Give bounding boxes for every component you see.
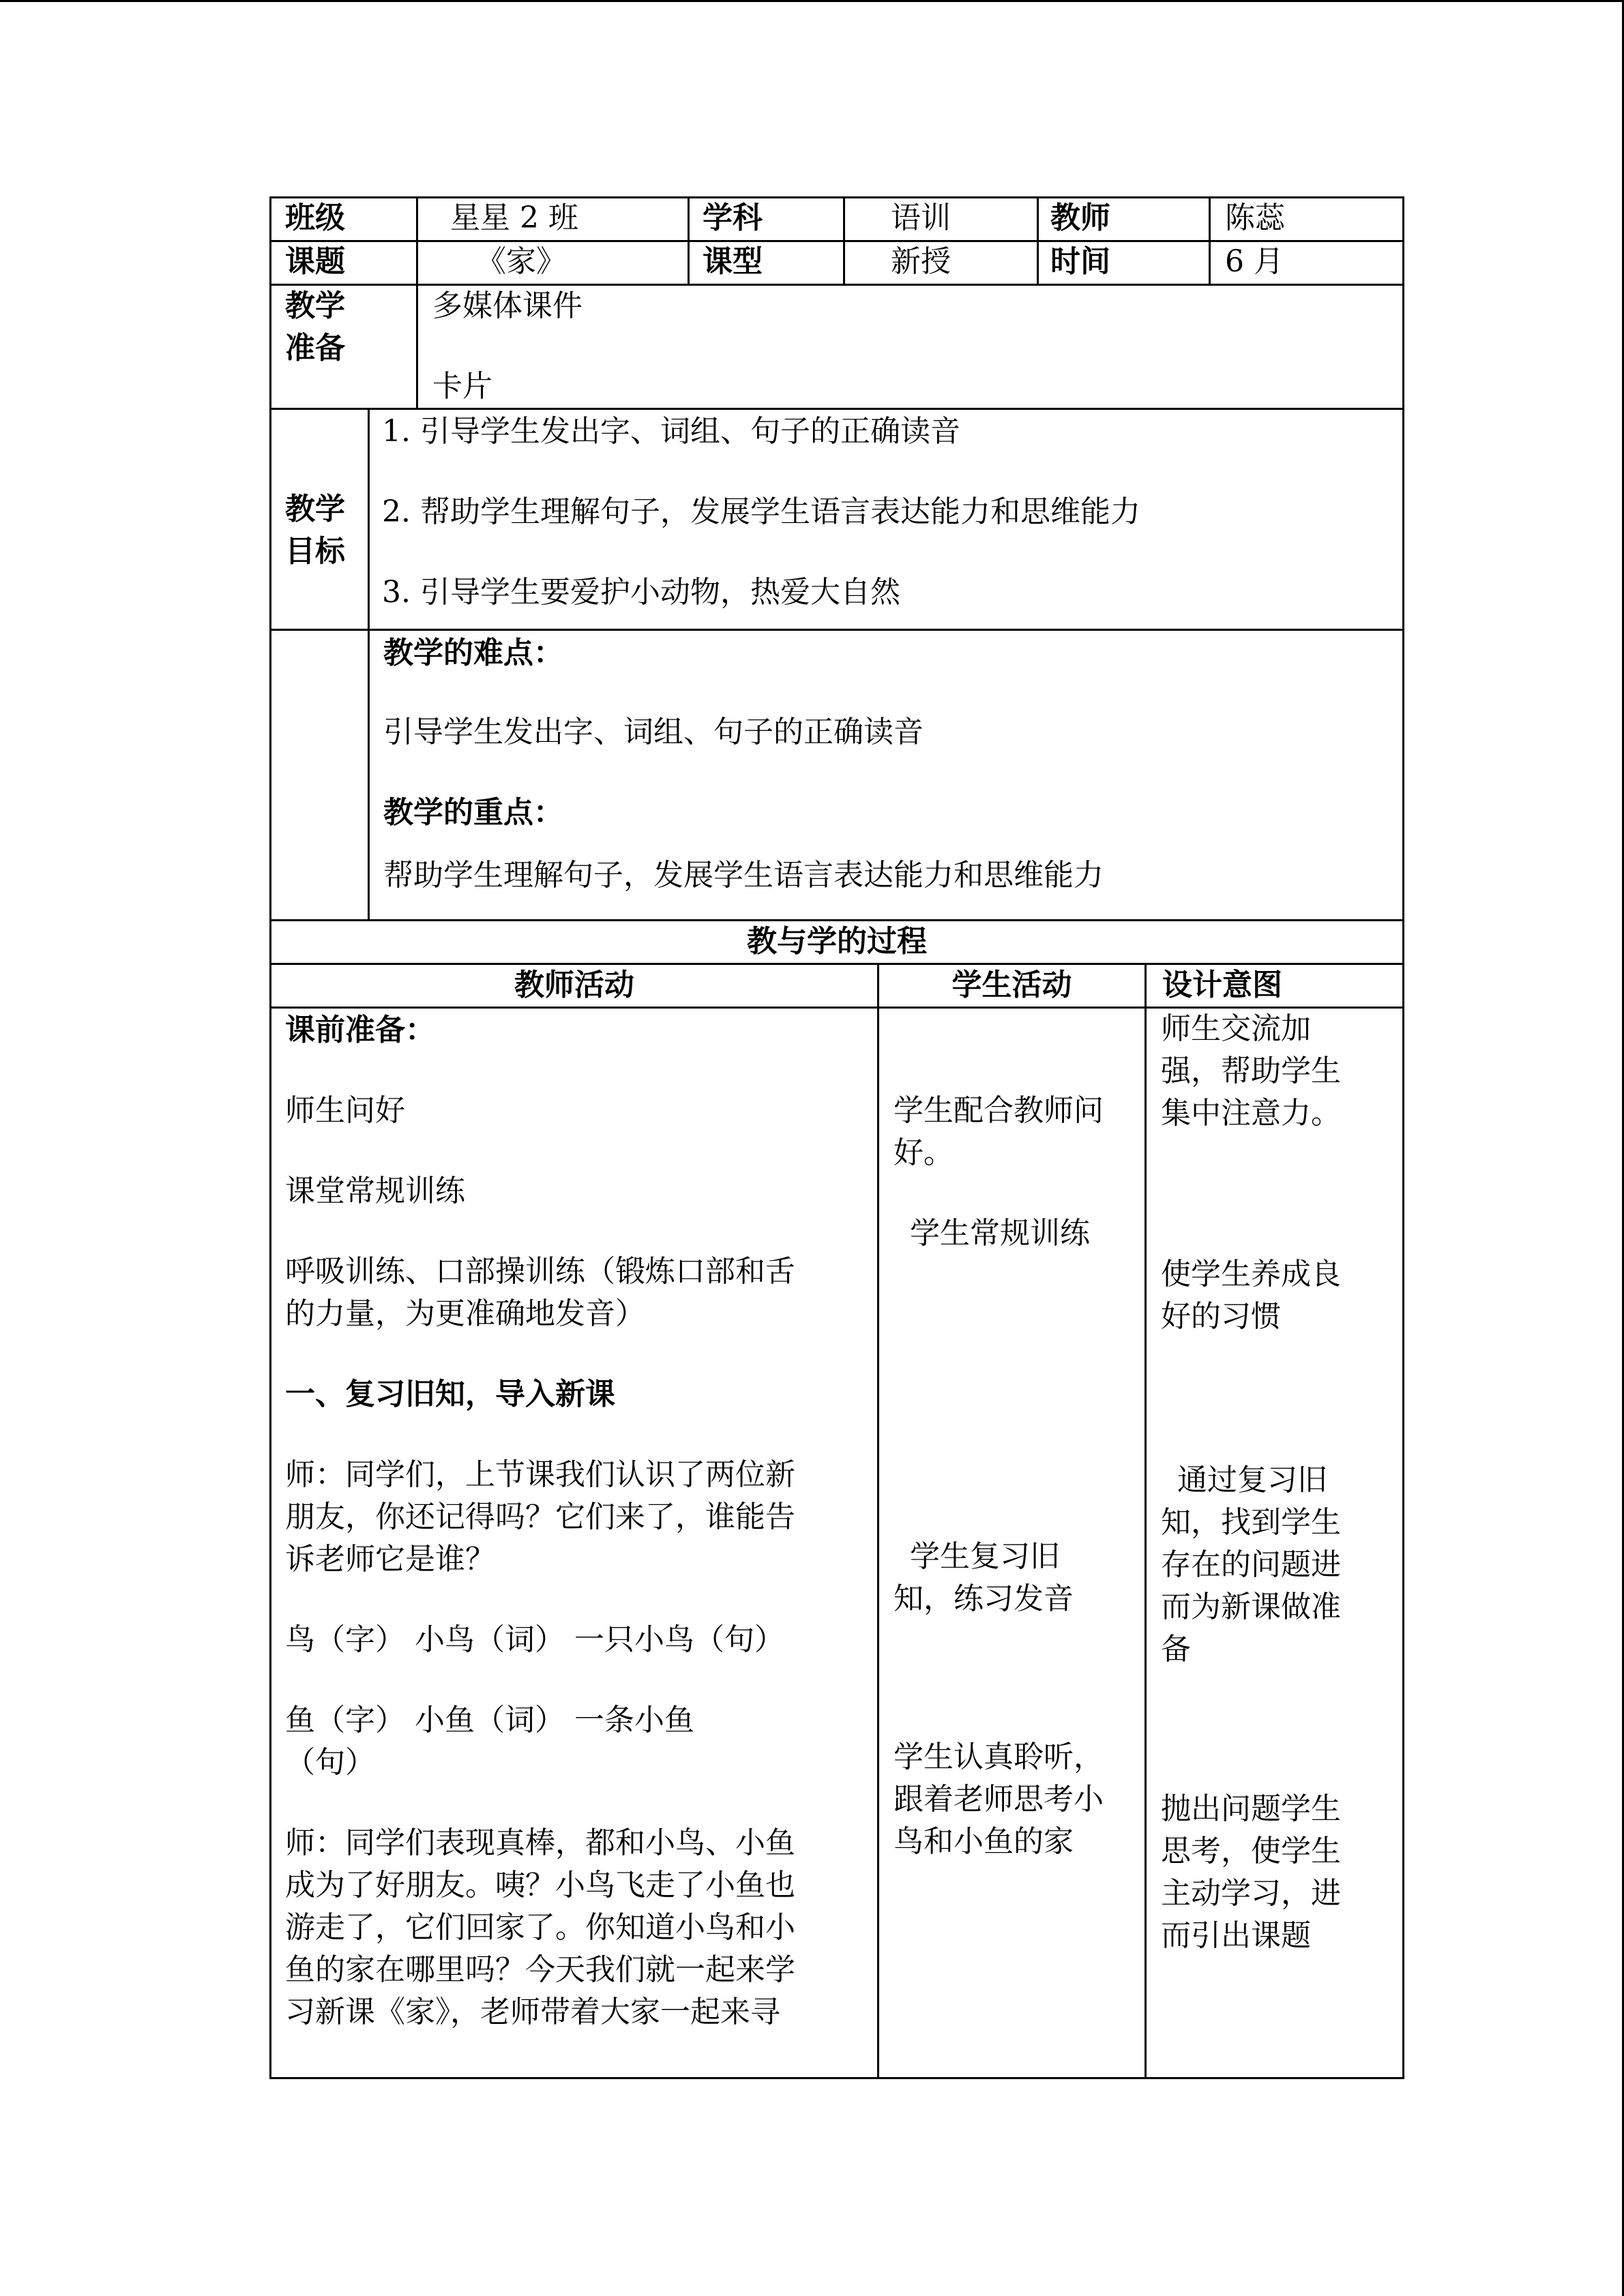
col-header-teacher: 教师活动 xyxy=(514,968,634,1002)
page-top-border xyxy=(0,0,1624,2)
design-d3-line-4: 而为新课做准 xyxy=(1161,1590,1341,1624)
bird-line: 鸟（字） 小鸟（词） 一只小鸟（句） xyxy=(285,1622,784,1657)
p2-line-2: 成为了好朋友。咦？小鸟飞走了小鱼也 xyxy=(285,1868,795,1903)
design-d4-line-2: 思考，使学生 xyxy=(1161,1834,1341,1868)
prep-item-2: 卡片 xyxy=(432,369,492,404)
greeting-text: 师生问好 xyxy=(285,1093,405,1128)
design-d3-line-1: 通过复习旧 xyxy=(1177,1463,1327,1497)
student-s1-line-1: 学生配合教师问 xyxy=(894,1093,1104,1128)
p1-line-1: 师：同学们，上节课我们认识了两位新 xyxy=(285,1457,795,1492)
goals-label-line2: 目标 xyxy=(285,534,345,569)
design-d4-line-4: 而引出课题 xyxy=(1161,1918,1311,1953)
fish-line-1: 鱼（字） 小鱼（词） 一条小鱼 xyxy=(285,1703,694,1738)
class-value: 星星 2 班 xyxy=(450,200,578,235)
class-label: 班级 xyxy=(285,200,345,235)
time-value: 6 月 xyxy=(1225,244,1284,279)
student-s2: 学生常规训练 xyxy=(910,1216,1090,1251)
topic-label: 课题 xyxy=(285,244,345,279)
key-label: 教学的重点： xyxy=(383,795,563,830)
p2-line-3: 游走了，它们回家了。你知道小鸟和小 xyxy=(285,1910,795,1945)
breath-line-2: 的力量，为更准确地发音） xyxy=(285,1296,645,1331)
student-s1-line-2: 好。 xyxy=(894,1135,954,1170)
student-s3-line-1: 学生复习旧 xyxy=(910,1539,1060,1574)
type-value: 新授 xyxy=(891,244,951,279)
subject-label: 学科 xyxy=(703,200,763,235)
teacher-label: 教师 xyxy=(1050,200,1110,235)
prep-heading: 课前准备： xyxy=(285,1013,435,1047)
design-d1-line-1: 师生交流加 xyxy=(1161,1011,1311,1046)
type-label: 课型 xyxy=(703,244,763,279)
p2-line-4: 鱼的家在哪里吗？今天我们就一起来学 xyxy=(285,1952,795,1987)
time-label: 时间 xyxy=(1050,244,1110,279)
prep-item-1: 多媒体课件 xyxy=(432,288,582,323)
key-text: 帮助学生理解句子，发展学生语言表达能力和思维能力 xyxy=(383,858,1104,893)
fish-line-2: （句） xyxy=(285,1745,375,1780)
goal-item-1: 1. 引导学生发出字、词组、句子的正确读音 xyxy=(382,414,960,449)
student-s4-line-3: 鸟和小鱼的家 xyxy=(894,1824,1074,1859)
design-d4-line-3: 主动学习，进 xyxy=(1161,1876,1341,1911)
col-header-design: 设计意图 xyxy=(1162,968,1282,1002)
p1-line-3: 诉老师它是谁？ xyxy=(285,1542,495,1577)
student-s4-line-1: 学生认真聆听， xyxy=(894,1740,1104,1774)
p2-line-1: 师：同学们表现真棒，都和小鸟、小鱼 xyxy=(285,1825,795,1860)
design-d2-line-2: 好的习惯 xyxy=(1161,1299,1281,1334)
p1-line-2: 朋友，你还记得吗？它们来了，谁能告 xyxy=(285,1500,795,1534)
p2-line-5: 习新课《家》，老师带着大家一起来寻 xyxy=(285,1995,780,2029)
prep-label-line2: 准备 xyxy=(285,331,345,366)
goal-item-2: 2. 帮助学生理解句子，发展学生语言表达能力和思维能力 xyxy=(382,494,1140,529)
goal-item-3: 3. 引导学生要爱护小动物，热爱大自然 xyxy=(382,575,900,610)
breath-line-1: 呼吸训练、口部操训练（锻炼口部和舌 xyxy=(285,1254,795,1289)
student-s4-line-2: 跟着老师思考小 xyxy=(894,1782,1104,1817)
section-1-heading: 一、复习旧知，导入新课 xyxy=(285,1377,615,1412)
goals-label-line1: 教学 xyxy=(285,492,345,526)
teacher-value: 陈蕊 xyxy=(1225,200,1285,235)
design-d3-line-3: 存在的问题进 xyxy=(1161,1547,1341,1582)
routine-text: 课堂常规训练 xyxy=(285,1174,465,1208)
difficult-text: 引导学生发出字、词组、句子的正确读音 xyxy=(383,715,924,749)
design-d1-line-2: 强，帮助学生 xyxy=(1161,1054,1341,1088)
topic-value: 《家》 xyxy=(476,244,566,279)
design-d3-line-5: 备 xyxy=(1161,1632,1191,1667)
process-title: 教与学的过程 xyxy=(747,924,927,959)
design-d4-line-1: 抛出问题学生 xyxy=(1161,1791,1341,1826)
subject-value: 语训 xyxy=(891,200,951,235)
prep-label-line1: 教学 xyxy=(285,288,345,323)
design-d2-line-1: 使学生养成良 xyxy=(1161,1257,1341,1292)
design-d1-line-3: 集中注意力。 xyxy=(1161,1096,1341,1131)
student-s3-line-2: 知，练习发音 xyxy=(894,1581,1074,1616)
col-header-student: 学生活动 xyxy=(951,968,1072,1002)
difficult-label: 教学的难点： xyxy=(383,636,563,670)
design-d3-line-2: 知，找到学生 xyxy=(1161,1505,1341,1540)
